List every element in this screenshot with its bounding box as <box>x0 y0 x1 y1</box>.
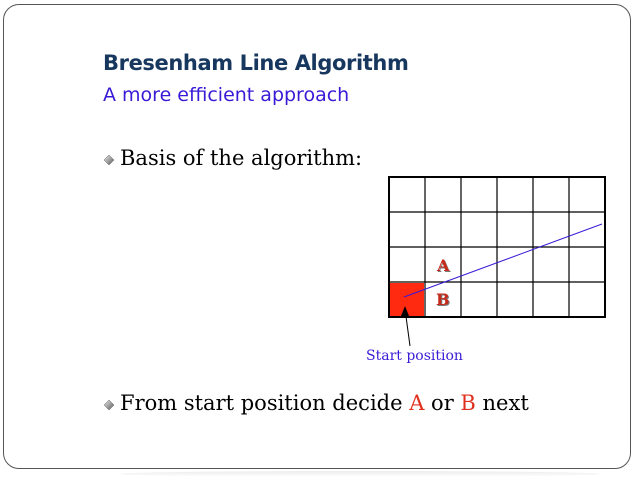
slide-subtitle: A more efficient approach <box>103 84 350 106</box>
bullet-decision-suffix: next <box>475 391 529 415</box>
start-position-label: Start position <box>366 348 463 364</box>
diamond-bullet-icon <box>104 400 114 410</box>
cell-a-label: A <box>437 256 450 275</box>
bullet-decision-prefix: From start position decide <box>120 391 410 415</box>
ideal-line <box>404 224 602 297</box>
bullet-decision <box>104 391 529 415</box>
option-b-text: B <box>460 391 476 415</box>
bullet-basis-text: Basis of the algorithm: <box>120 146 363 170</box>
cell-b-label: B <box>436 290 450 309</box>
slide-title: Bresenham Line Algorithm <box>103 51 409 75</box>
option-a-text: A <box>409 391 425 415</box>
bullet-decision-middle: or <box>424 391 461 415</box>
